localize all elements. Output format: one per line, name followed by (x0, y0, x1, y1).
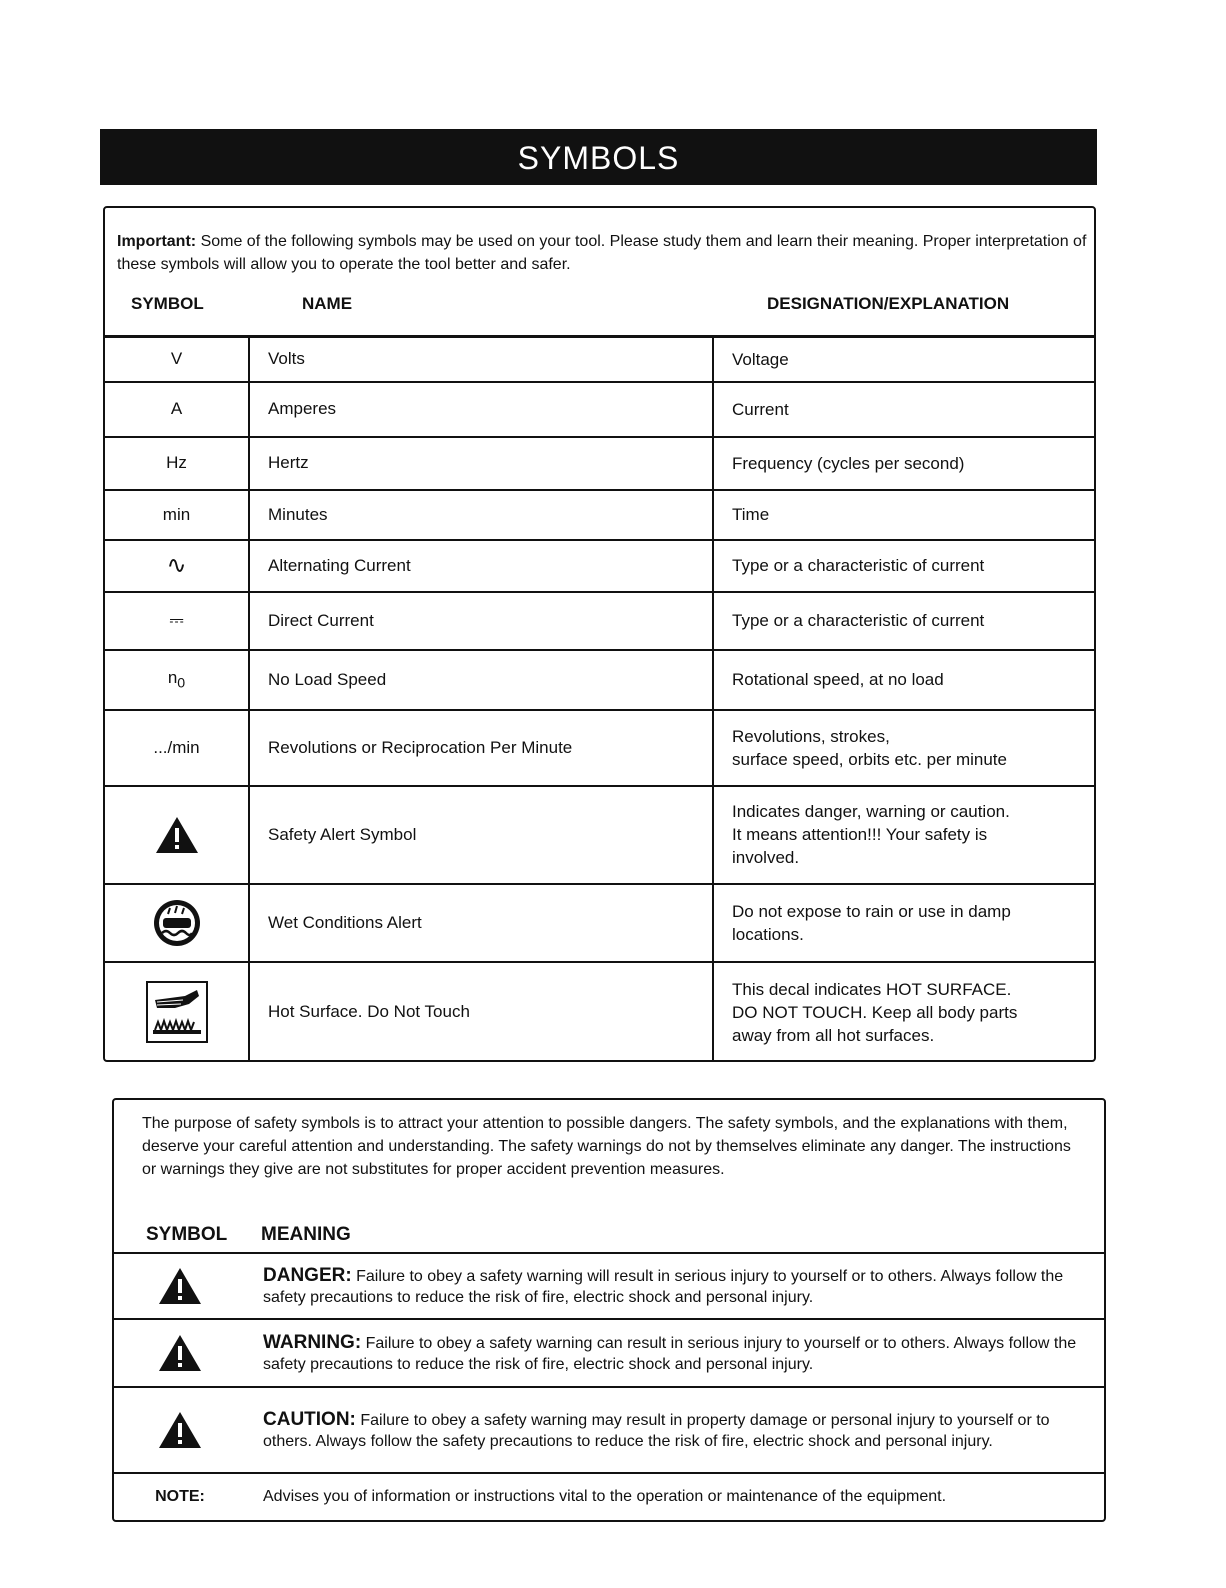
meaning-cell (246, 1319, 1104, 1387)
explanation-cell (713, 962, 1094, 1062)
column-header-name: NAME (302, 294, 353, 313)
table-row (114, 1387, 1104, 1473)
important-text: Some of the following symbols may be used on your tool. Please study them and learn their meaning. Proper interpretation of these symbols will allow you to operate the tool better and safer. (117, 233, 1087, 273)
meaning-text: Failure to obey a safety warning can result in serious injury to yourself or to others. Always follow the safety precautions to reduce the risk of fire, electric shock and personal injury. (263, 1334, 1077, 1373)
table-row (114, 1473, 1104, 1519)
explanation-cell: Time (713, 490, 1094, 540)
explanation-line: DO NOT TOUCH. Keep all body parts (732, 1002, 1018, 1022)
meaning-cell (246, 1387, 1104, 1473)
meaning-cell (246, 1253, 1104, 1319)
alternating-current-icon: ∿ (105, 540, 249, 592)
symbol-cell: A (105, 382, 249, 437)
name-cell: Direct Current (249, 592, 713, 650)
name-cell: Hertz (249, 437, 713, 490)
explanation-line: locations. (732, 924, 804, 944)
name-cell: Minutes (249, 490, 713, 540)
column-header-symbol: SYMBOL (146, 1224, 228, 1245)
meaning-text: Advises you of information or instructions vital to the operation or maintenance of the equipment. (263, 1488, 947, 1505)
table-row (105, 710, 1094, 786)
table-row (105, 962, 1094, 1062)
caution-label: CAUTION: (263, 1408, 356, 1430)
explanation-cell: Voltage (713, 337, 1094, 382)
table-row (105, 650, 1094, 710)
danger-label: DANGER: (263, 1264, 352, 1286)
symbol-cell: .../min (105, 710, 249, 786)
meaning-text: Failure to obey a safety warning will result in serious injury to yourself or to others. Always follow the safety precautions to reduce the risk of fire, electric shock and personal injury. (263, 1267, 1064, 1306)
explanation-cell: Current (713, 382, 1094, 437)
explanation-cell (713, 884, 1094, 962)
explanation-line: involved. (732, 848, 800, 867)
explanation-cell: Rotational speed, at no load (713, 650, 1094, 710)
table-row (105, 786, 1094, 884)
name-cell: Amperes (249, 382, 713, 437)
explanation-line: Do not expose to rain or use in damp (732, 901, 1011, 921)
symbols-panel (103, 206, 1096, 1062)
warning-triangle-icon (157, 1333, 203, 1373)
symbol-cell (114, 1253, 246, 1319)
hot-surface-icon (145, 980, 209, 1044)
explanation-cell (713, 710, 1094, 786)
warning-triangle-icon (154, 815, 200, 855)
explanation-cell: Type or a characteristic of current (713, 540, 1094, 592)
table-row (114, 1253, 1104, 1319)
warning-triangle-icon (157, 1266, 203, 1306)
symbol-cell: min (105, 490, 249, 540)
symbol-cell (105, 786, 249, 884)
explanation-line: Indicates danger, warning or caution. (732, 802, 1010, 821)
table-row (105, 592, 1094, 650)
table-row (105, 437, 1094, 490)
important-label: Important: (117, 233, 197, 250)
explanation-cell: Frequency (cycles per second) (713, 437, 1094, 490)
meaning-text: Failure to obey a safety warning may result in property damage or personal injury to yourself or to others. Always follow the safety precautions to reduce the risk of fire, electric shock and personal injury. (263, 1411, 1050, 1450)
explanation-line: It means attention!!! Your safety is (732, 825, 988, 844)
explanation-line: surface speed, orbits etc. per minute (732, 749, 1007, 769)
explanation-cell (713, 786, 1094, 884)
table-row (105, 382, 1094, 437)
name-cell: No Load Speed (249, 650, 713, 710)
symbol-cell: V (105, 337, 249, 382)
meaning-cell (246, 1473, 1104, 1519)
symbol-cell (105, 962, 249, 1062)
symbol-cell (105, 650, 249, 710)
symbol-cell (105, 884, 249, 962)
table-row (114, 1319, 1104, 1387)
symbol-cell (114, 1319, 246, 1387)
column-header-symbol: SYMBOL (131, 294, 204, 313)
explanation-line: This decal indicates HOT SURFACE. (732, 979, 1012, 999)
symbols-intro (117, 230, 1087, 276)
meanings-panel (112, 1098, 1106, 1522)
table-row (105, 540, 1094, 592)
warning-triangle-icon (157, 1410, 203, 1450)
meanings-intro: The purpose of safety symbols is to attract your attention to possible dangers. The safety symbols, and the explanations with them, deserve your careful attention and understanding. The safety warnings do not by themselves eliminate any danger. The instructions or warnings they give are not substitutes for proper accident prevention measures. (142, 1115, 1071, 1178)
symbol-cell: Hz (105, 437, 249, 490)
symbol-subscript: 0 (177, 675, 186, 692)
table-row (105, 337, 1094, 382)
symbols-table (105, 335, 1094, 1062)
column-header-explanation: DESIGNATION/EXPLANATION (767, 294, 1010, 313)
page-title: SYMBOLS (100, 129, 1097, 185)
meanings-table (114, 1252, 1104, 1519)
name-cell: Volts (249, 337, 713, 382)
direct-current-icon: ⎓ (105, 592, 249, 650)
explanation-line: away from all hot surfaces. (732, 1025, 935, 1045)
name-cell: Alternating Current (249, 540, 713, 592)
table-row (105, 884, 1094, 962)
name-cell: Wet Conditions Alert (249, 884, 713, 962)
explanation-cell: Type or a characteristic of current (713, 592, 1094, 650)
symbol-n: n (167, 667, 178, 687)
warning-label: WARNING: (263, 1331, 362, 1353)
explanation-line: Revolutions, strokes, (732, 726, 890, 746)
name-cell: Hot Surface. Do Not Touch (249, 962, 713, 1062)
note-label: NOTE: (114, 1473, 246, 1519)
name-cell: Revolutions or Reciprocation Per Minute (249, 710, 713, 786)
column-header-meaning: MEANING (261, 1224, 351, 1245)
name-cell: Safety Alert Symbol (249, 786, 713, 884)
wet-conditions-icon (150, 898, 204, 948)
symbol-cell (114, 1387, 246, 1473)
table-row (105, 490, 1094, 540)
